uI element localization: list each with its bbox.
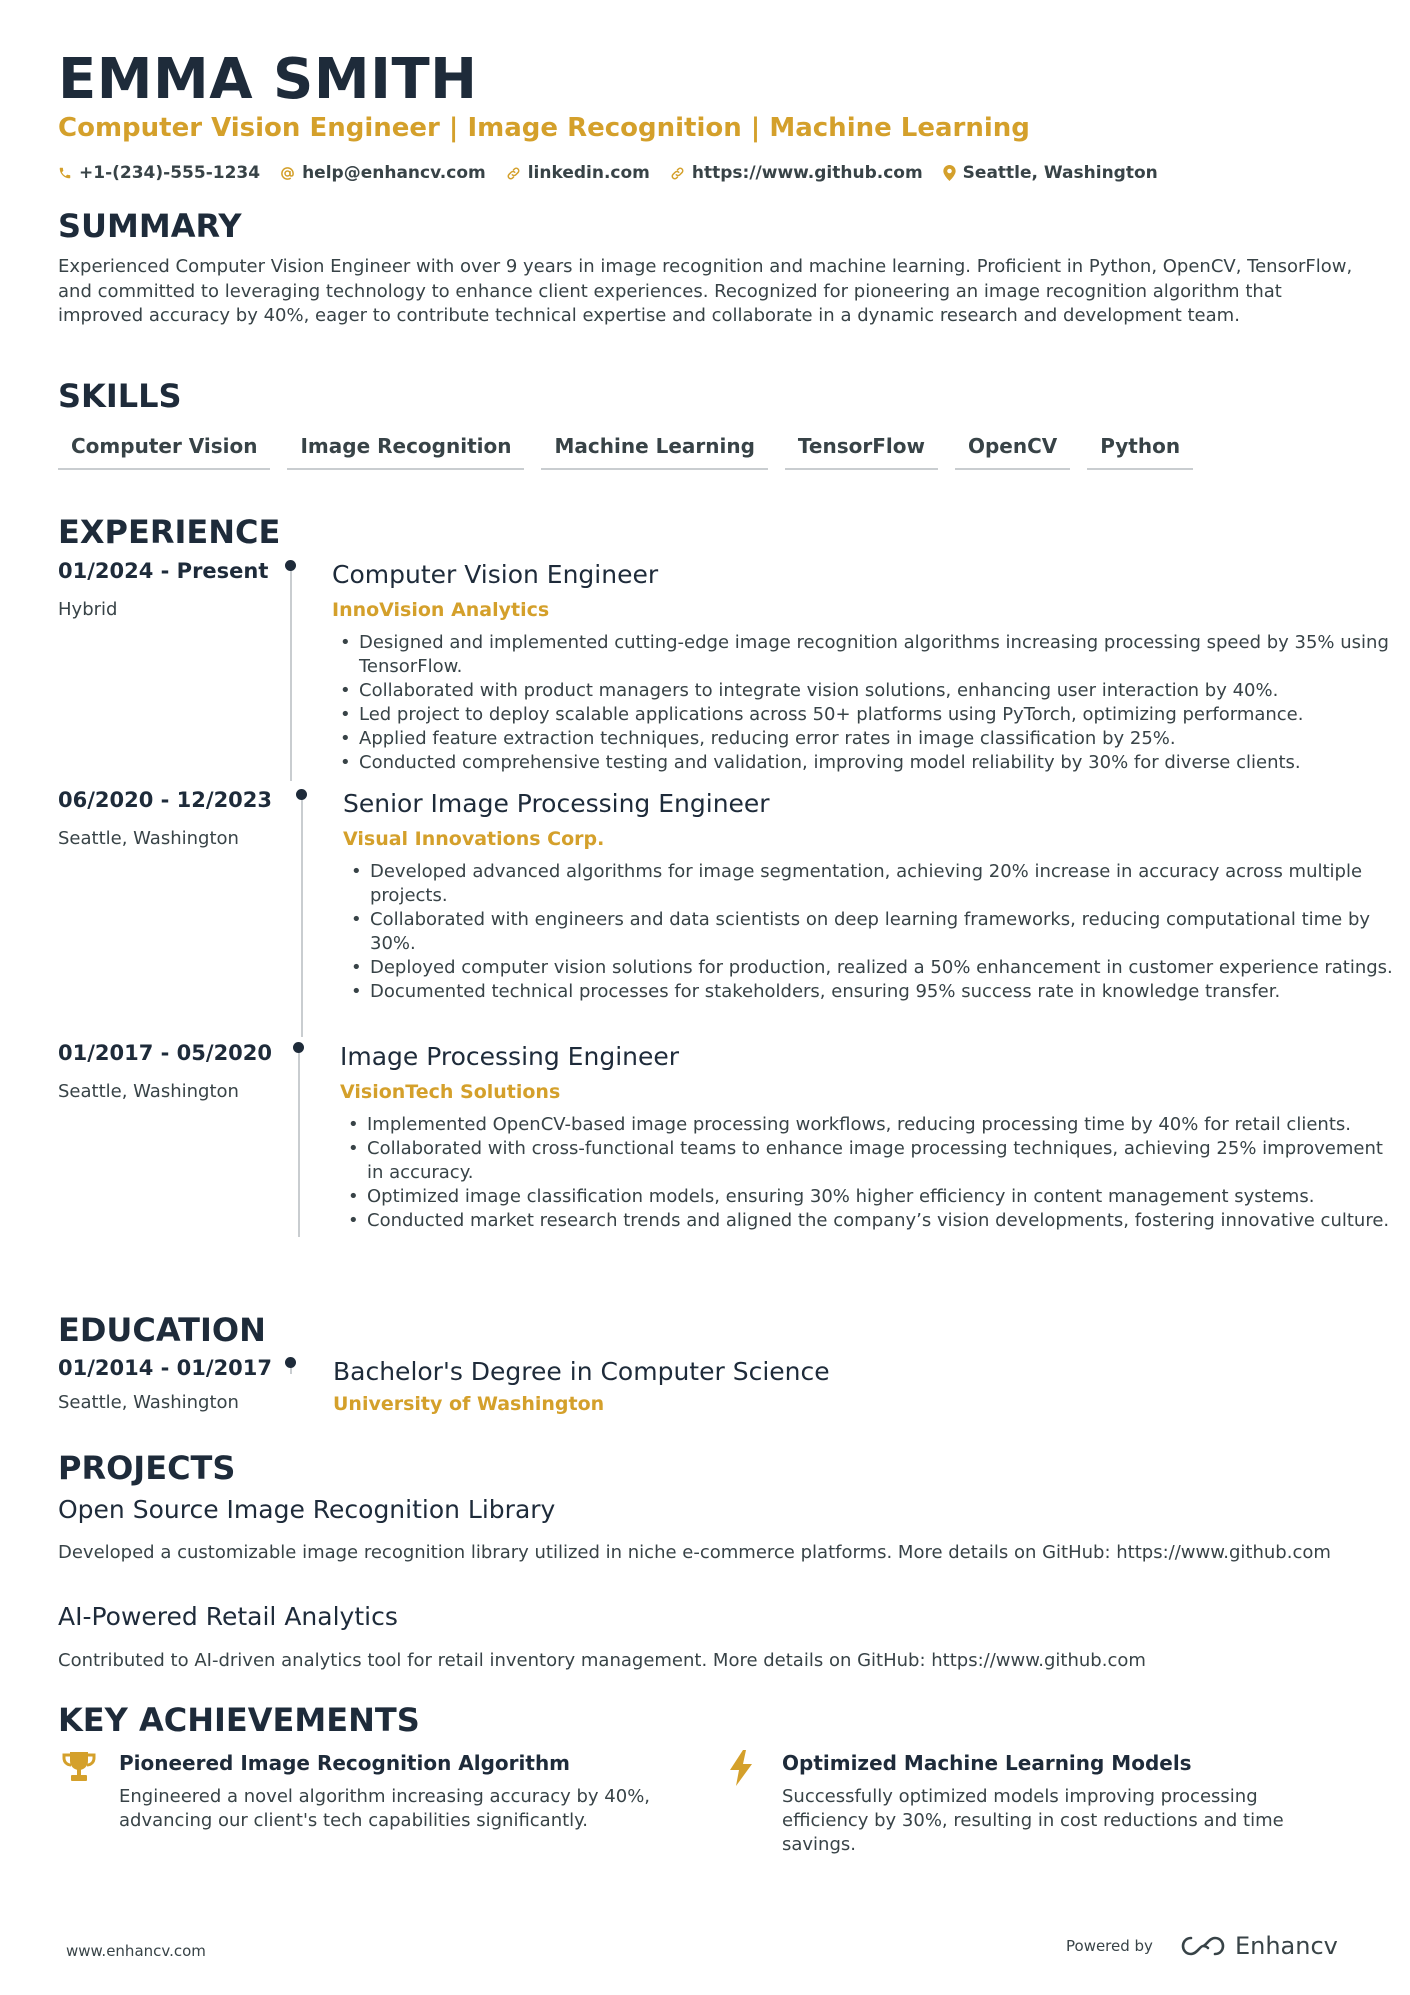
timeline-dot	[285, 1357, 296, 1368]
timeline-line	[301, 794, 303, 1037]
at-icon	[280, 166, 295, 181]
lightning-bolt-icon	[728, 1750, 754, 1786]
enhancv-logo-icon	[1179, 1934, 1227, 1958]
list-item: • Conducted comprehensive testing and validation, improving model reliability by 30% for diverse clients.	[332, 751, 1410, 775]
summary-text: Experienced Computer Vision Engineer with over 9 years in image recognition and machine learning. Proficient in Python, OpenCV, TensorFlow, and committed to leveraging technology to enhance client experiences. Recognized for pioneering an image recognition algorithm that improved accuracy by 40%, eager to contribute technical expertise and collaborate in a dynamic research and development team.	[58, 256, 1353, 326]
timeline-dot	[296, 789, 307, 800]
project-title: Open Source Image Recognition Library	[58, 1495, 556, 1524]
list-item: • Implemented OpenCV-based image processing workflows, reducing processing time by 40% for retail clients.	[340, 1113, 1400, 1137]
experience-date: 06/2020 - 12/2023	[58, 788, 273, 812]
skill-tag: Machine Learning	[541, 432, 767, 470]
contact-github-text: https://www.github.com	[691, 163, 923, 183]
brand-name: Enhancv	[1234, 1932, 1338, 1960]
experience-location: Seattle, Washington	[58, 1081, 239, 1102]
experience-role: Image Processing Engineer	[340, 1042, 680, 1071]
skills-heading: SKILLS	[58, 377, 182, 415]
list-item: • Collaborated with cross-functional teams to enhance image processing techniques, achieving 25% improvement in accuracy.	[340, 1137, 1400, 1185]
experience-entry	[58, 788, 1393, 1033]
project-title: AI-Powered Retail Analytics	[58, 1602, 398, 1631]
timeline-dot	[285, 560, 296, 571]
list-item: • Optimized image classification models, ensuring 30% higher efficiency in content management systems.	[340, 1185, 1400, 1209]
experience-entry	[58, 1041, 1390, 1291]
education-heading: EDUCATION	[58, 1311, 266, 1349]
experience-company: VisionTech Solutions	[340, 1081, 561, 1103]
contact-github[interactable]	[670, 163, 923, 183]
footer-website[interactable]: www.enhancv.com	[66, 1942, 206, 1960]
achievements-heading: KEY ACHIEVEMENTS	[58, 1701, 420, 1739]
skill-tag: Computer Vision	[58, 432, 270, 470]
list-item: • Conducted market research trends and aligned the company’s vision developments, fostering innovative culture.	[340, 1209, 1400, 1233]
achievement-item	[728, 1750, 1368, 1860]
skill-tag: TensorFlow	[785, 432, 938, 470]
achievement-description: Engineered a novel algorithm increasing accuracy by 40%, advancing our client's tech capabilities significantly.	[119, 1786, 651, 1831]
achievement-title: Pioneered Image Recognition Algorithm	[119, 1751, 571, 1775]
experience-role: Senior Image Processing Engineer	[343, 789, 770, 818]
timeline-line	[290, 565, 292, 781]
contact-linkedin[interactable]	[506, 163, 650, 183]
timeline-line	[298, 1047, 300, 1237]
experience-company: Visual Innovations Corp.	[343, 828, 605, 850]
achievement-item	[61, 1750, 701, 1850]
list-item: • Applied feature extraction techniques, reducing error rates in image classification by 25%.	[332, 727, 1410, 751]
experience-heading: EXPERIENCE	[58, 513, 281, 551]
powered-by-label: Powered by	[1066, 1937, 1153, 1955]
experience-bullets	[332, 631, 1410, 775]
list-item: • Documented technical processes for stakeholders, ensuring 95% success rate in knowledge transfer.	[343, 980, 1403, 1004]
experience-date: 01/2017 - 05/2020	[58, 1041, 273, 1065]
headline: Computer Vision Engineer | Image Recognition | Machine Learning	[58, 113, 1030, 143]
skill-tag: Image Recognition	[287, 432, 524, 470]
candidate-name: EMMA SMITH	[58, 47, 478, 112]
contact-location	[943, 163, 1158, 183]
projects-heading: PROJECTS	[58, 1449, 236, 1487]
education-degree: Bachelor's Degree in Computer Science	[333, 1357, 830, 1386]
location-pin-icon	[943, 165, 956, 181]
list-item: • Designed and implemented cutting-edge image recognition algorithms increasing processing speed by 35% using TensorFlow.	[332, 631, 1410, 679]
contact-email-text: help@enhancv.com	[302, 163, 486, 183]
experience-role: Computer Vision Engineer	[332, 560, 659, 589]
project-description: Contributed to AI-driven analytics tool for retail inventory management. More details on GitHub: https://www.github.com	[58, 1650, 1146, 1671]
education-date: 01/2014 - 01/2017	[58, 1356, 273, 1380]
list-item: • Developed advanced algorithms for image segmentation, achieving 20% increase in accuracy across multiple projects.	[343, 860, 1403, 908]
experience-bullets	[340, 1113, 1400, 1233]
experience-date: 01/2024 - Present	[58, 559, 269, 583]
summary-heading: SUMMARY	[58, 207, 242, 245]
list-item: • Collaborated with product managers to integrate vision solutions, enhancing user interaction by 40%.	[332, 679, 1410, 703]
education-location: Seattle, Washington	[58, 1392, 239, 1413]
experience-bullets	[343, 860, 1403, 1004]
trophy-icon	[61, 1750, 97, 1784]
contact-linkedin-text: linkedin.com	[527, 163, 650, 183]
skill-tag: Python	[1087, 432, 1193, 470]
achievement-description: Successfully optimized models improving processing efficiency by 30%, resulting in cost reductions and time savings.	[782, 1786, 1284, 1855]
skills-list	[58, 432, 1210, 470]
experience-location: Seattle, Washington	[58, 828, 239, 849]
link-icon	[670, 166, 685, 181]
link-icon	[506, 166, 521, 181]
list-item: • Collaborated with engineers and data scientists on deep learning frameworks, reducing computational time by 30%.	[343, 908, 1403, 956]
footer-branding	[1066, 1932, 1338, 1960]
timeline-dot	[293, 1042, 304, 1053]
achievement-title: Optimized Machine Learning Models	[782, 1751, 1192, 1775]
list-item: • Deployed computer vision solutions for production, realized a 50% enhancement in customer experience ratings.	[343, 956, 1403, 980]
phone-icon	[58, 166, 72, 180]
contact-location-text: Seattle, Washington	[962, 163, 1158, 183]
experience-location: Hybrid	[58, 599, 118, 620]
experience-entry	[58, 559, 1389, 779]
education-school: University of Washington	[333, 1393, 605, 1415]
experience-company: InnoVision Analytics	[332, 599, 550, 621]
list-item: • Led project to deploy scalable applications across 50+ platforms using PyTorch, optimizing performance.	[332, 703, 1410, 727]
contact-phone-text: +1-(234)-555-1234	[79, 163, 261, 183]
contact-phone[interactable]	[58, 163, 260, 183]
skill-tag: OpenCV	[955, 432, 1070, 470]
project-description: Developed a customizable image recognition library utilized in niche e-commerce platforms. More details on GitHub: https://www.github.com	[58, 1542, 1331, 1563]
education-entry	[58, 1356, 1358, 1426]
contact-email[interactable]	[280, 163, 486, 183]
contact-bar	[58, 160, 1178, 186]
